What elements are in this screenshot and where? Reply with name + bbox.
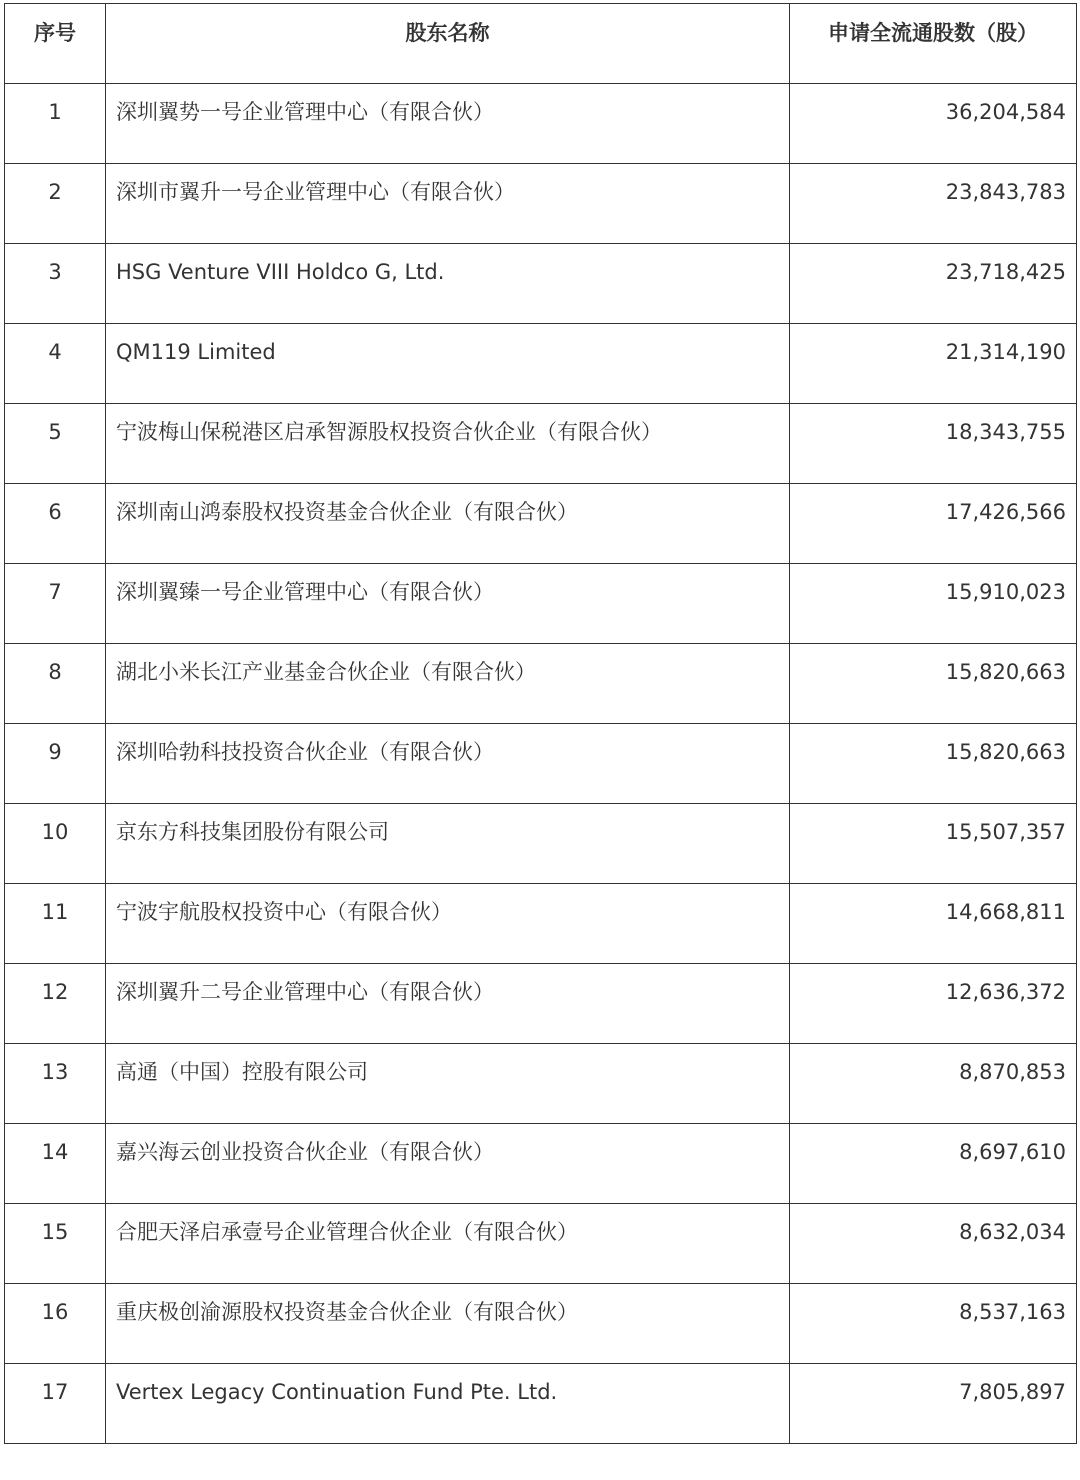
table-row (5, 564, 1077, 644)
row-name: 宁波宇航股权投资中心（有限合伙） (106, 884, 790, 964)
row-index: 6 (5, 484, 106, 564)
row-shares: 14,668,811 (790, 884, 1077, 964)
row-name: 深圳哈勃科技投资合伙企业（有限合伙） (106, 724, 790, 804)
table-row (5, 484, 1077, 564)
row-shares: 21,314,190 (790, 324, 1077, 404)
row-name: 合肥天泽启承壹号企业管理合伙企业（有限合伙） (106, 1204, 790, 1284)
row-name: 宁波梅山保税港区启承智源股权投资合伙企业（有限合伙） (106, 404, 790, 484)
row-shares: 15,820,663 (790, 644, 1077, 724)
row-shares: 8,697,610 (790, 1124, 1077, 1204)
header-index: 序号 (5, 4, 106, 84)
row-shares: 15,820,663 (790, 724, 1077, 804)
row-name: 嘉兴海云创业投资合伙企业（有限合伙） (106, 1124, 790, 1204)
table-row (5, 1364, 1077, 1444)
table-row (5, 644, 1077, 724)
row-name: 深圳翼升二号企业管理中心（有限合伙） (106, 964, 790, 1044)
shareholder-table-container (4, 3, 1076, 1444)
row-name: 深圳翼势一号企业管理中心（有限合伙） (106, 84, 790, 164)
row-index: 14 (5, 1124, 106, 1204)
row-shares: 23,843,783 (790, 164, 1077, 244)
row-name: Vertex Legacy Continuation Fund Pte. Ltd. (106, 1364, 790, 1444)
table-row (5, 884, 1077, 964)
row-name: 京东方科技集团股份有限公司 (106, 804, 790, 884)
row-name: 深圳市翼升一号企业管理中心（有限合伙） (106, 164, 790, 244)
row-index: 9 (5, 724, 106, 804)
row-name: 深圳南山鸿泰股权投资基金合伙企业（有限合伙） (106, 484, 790, 564)
table-row (5, 324, 1077, 404)
table-row (5, 1124, 1077, 1204)
shareholder-table (4, 3, 1077, 1444)
header-shares: 申请全流通股数（股） (790, 4, 1077, 84)
table-row (5, 244, 1077, 324)
row-index: 4 (5, 324, 106, 404)
table-row (5, 164, 1077, 244)
row-shares: 17,426,566 (790, 484, 1077, 564)
row-name: 深圳翼臻一号企业管理中心（有限合伙） (106, 564, 790, 644)
row-index: 7 (5, 564, 106, 644)
row-name: 湖北小米长江产业基金合伙企业（有限合伙） (106, 644, 790, 724)
row-shares: 8,870,853 (790, 1044, 1077, 1124)
table-row (5, 404, 1077, 484)
table-row (5, 724, 1077, 804)
row-index: 16 (5, 1284, 106, 1364)
row-name: HSG Venture VIII Holdco G, Ltd. (106, 244, 790, 324)
row-index: 11 (5, 884, 106, 964)
row-shares: 15,910,023 (790, 564, 1077, 644)
table-row (5, 84, 1077, 164)
row-index: 3 (5, 244, 106, 324)
table-row (5, 964, 1077, 1044)
row-name: 高通（中国）控股有限公司 (106, 1044, 790, 1124)
table-header-row (5, 4, 1077, 84)
row-index: 12 (5, 964, 106, 1044)
row-shares: 8,537,163 (790, 1284, 1077, 1364)
row-shares: 8,632,034 (790, 1204, 1077, 1284)
row-index: 15 (5, 1204, 106, 1284)
row-index: 10 (5, 804, 106, 884)
row-shares: 15,507,357 (790, 804, 1077, 884)
row-shares: 36,204,584 (790, 84, 1077, 164)
row-shares: 23,718,425 (790, 244, 1077, 324)
row-index: 17 (5, 1364, 106, 1444)
table-row (5, 1284, 1077, 1364)
row-index: 5 (5, 404, 106, 484)
table-row (5, 1204, 1077, 1284)
row-name: QM119 Limited (106, 324, 790, 404)
row-index: 8 (5, 644, 106, 724)
row-name: 重庆极创渝源股权投资基金合伙企业（有限合伙） (106, 1284, 790, 1364)
row-index: 1 (5, 84, 106, 164)
row-shares: 7,805,897 (790, 1364, 1077, 1444)
table-row (5, 1044, 1077, 1124)
row-index: 13 (5, 1044, 106, 1124)
row-shares: 18,343,755 (790, 404, 1077, 484)
header-name: 股东名称 (106, 4, 790, 84)
row-shares: 12,636,372 (790, 964, 1077, 1044)
table-row (5, 804, 1077, 884)
row-index: 2 (5, 164, 106, 244)
